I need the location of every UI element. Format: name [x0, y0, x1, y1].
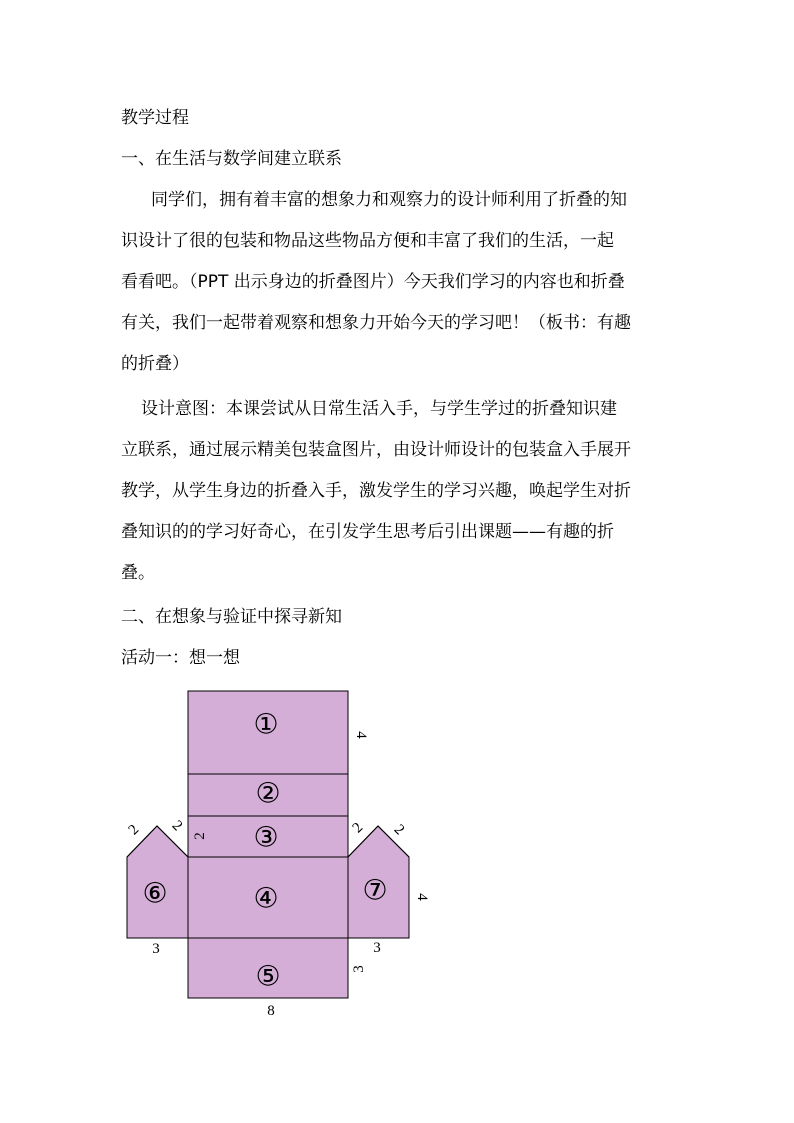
paragraph-1-line: 同学们，拥有着丰富的想象力和观察力的设计师利用了折叠的知	[151, 190, 627, 210]
section1-title: 一、在生活与数学间建立联系	[121, 149, 342, 169]
section2-title: 二、在想象与验证中探寻新知	[121, 607, 342, 627]
panel-label-5: ⑤	[255, 959, 281, 993]
panel-label-7: ⑦	[362, 873, 388, 907]
panel-label-1: ①	[253, 707, 279, 741]
paragraph-1-line: 看看吧。（PPT 出示身边的折叠图片）今天我们学习的内容也和折叠	[121, 272, 625, 292]
dim-left-slope-outer: 2	[125, 821, 143, 839]
paragraph-1-line: 的折叠）	[121, 354, 189, 374]
paragraph-1-line: 有关，我们一起带着观察和想象力开始今天的学习吧！（板书：有趣	[121, 313, 631, 333]
dim-panel3-height: 2	[192, 832, 208, 840]
paragraph-2-line: 叠知识的的学习好奇心，在引发学生思考后引出课题——有趣的折	[121, 522, 614, 542]
panel-label-2: ②	[255, 776, 281, 810]
activity1-title: 活动一：想一想	[121, 648, 240, 668]
dim-right-slope-inner: 2	[349, 819, 367, 837]
paragraph-1-line: 识设计了很的包装和物品这些物品方便和丰富了我们的生活，一起	[121, 231, 614, 251]
dim-right-flap-height: 4	[414, 893, 430, 901]
dim-panel1-height: 4	[353, 731, 369, 739]
dim-left-slope-inner: 2	[168, 817, 186, 835]
panel-label-3: ③	[253, 820, 279, 854]
panel-label-4: ④	[253, 881, 279, 915]
dim-left-flap-width: 3	[152, 941, 160, 957]
dim-panel5-height: 3	[351, 965, 367, 973]
paragraph-2-line: 叠。	[121, 563, 155, 583]
paragraph-2-line: 立联系，通过展示精美包装盒图片，由设计师设计的包装盒入手展开	[121, 440, 631, 460]
heading: 教学过程	[121, 108, 189, 128]
panel-label-6: ⑥	[142, 876, 168, 910]
dim-right-slope-outer: 2	[390, 821, 408, 839]
paragraph-2-line: 设计意图：本课尝试从日常生活入手，与学生学过的折叠知识建	[141, 399, 617, 419]
dim-right-flap-width: 3	[373, 940, 381, 956]
dim-bottom-width: 8	[267, 1003, 275, 1019]
paragraph-2-line: 教学，从学生身边的折叠入手，激发学生的学习兴趣，唤起学生对折	[121, 481, 631, 501]
